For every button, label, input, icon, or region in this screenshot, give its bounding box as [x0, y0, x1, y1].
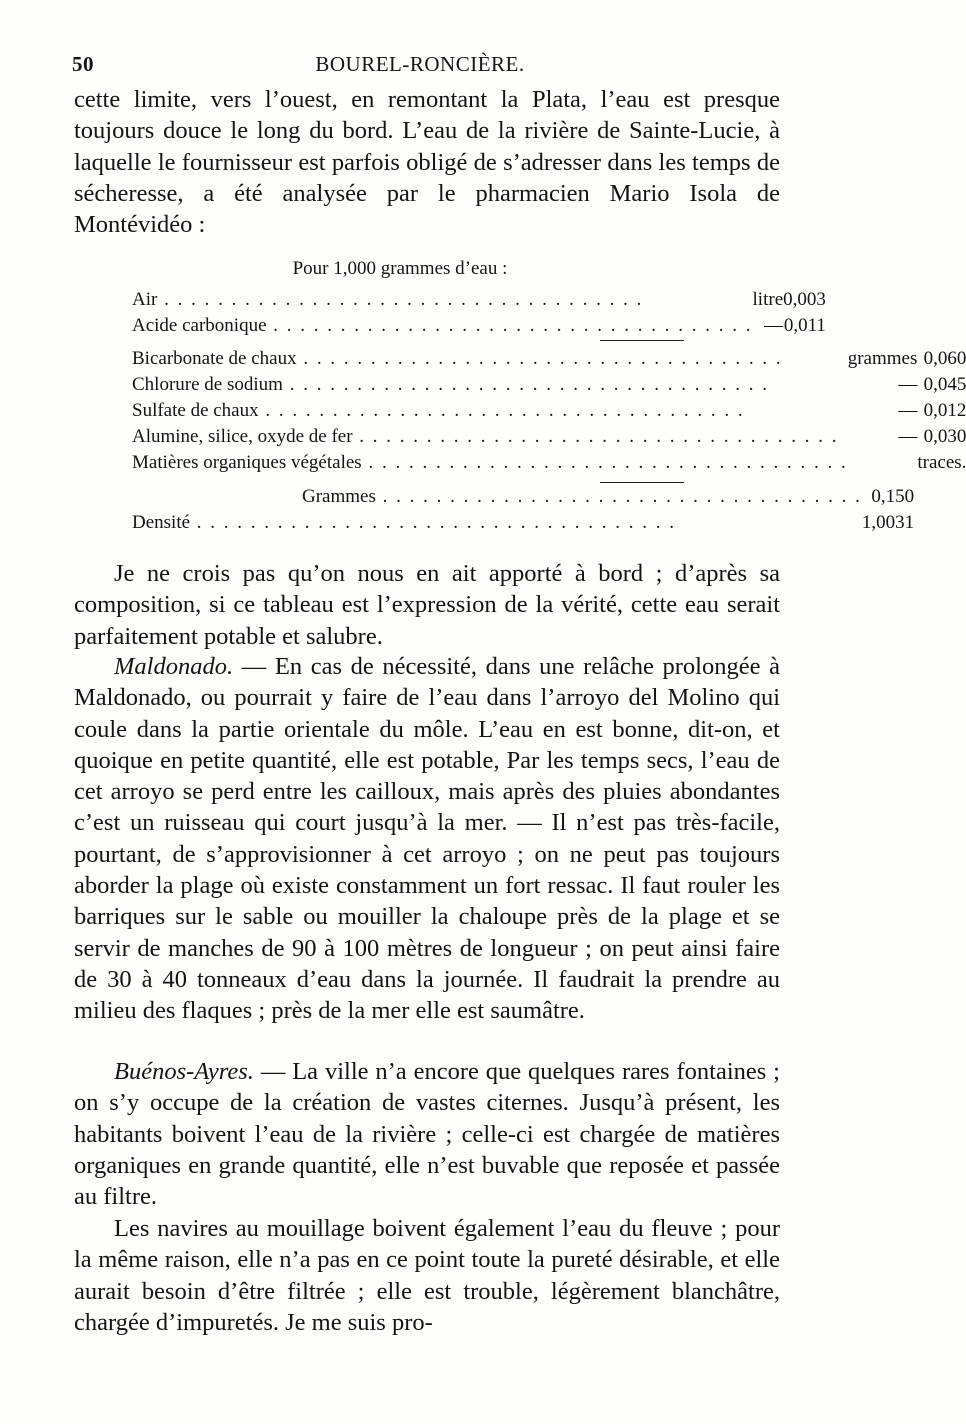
- paragraph-maldonado: [74, 651, 780, 1027]
- row-value: 0,045: [923, 374, 966, 395]
- paragraph-body: — La ville n’a encore que quelques rares fontaines ; on s’y occupe de la création de vastes citernes. Jusqu’à présent, les habitants boivent l’eau de la rivière ; celle-ci est chargée de matières organiques en grande quantité, elle n’est buvable que reposée et passée au filtre.: [74, 1058, 780, 1211]
- paragraph-body: — En cas de nécessité, dans une relâche prolongée à Maldonado, ou pourrait y faire de l’eau dans l’arroyo del Molino qui coule dans la partie orientale du môle. L’eau en est bonne, dit-on, et quoique en petite quantité, elle est potable, Par les temps secs, l’eau de cet arroyo se perd entre les cailloux, mais après des pluies abondantes c’est un ruisseau qui court jusqu’à la mer. — Il n’est pas très-facile, pourtant, de s’approvisionner à cet arroyo ; on ne peut pas toujours aborder la plage où existe constamment un fort ressac. Il faut rouler les barriques sur le sable ou mouiller la chaloupe près de la plage et se servir de manches de 90 à 100 mètres de longueur ; on peut ainsi faire de 30 à 40 tonneaux d’eau dans la journée. Il faudrait la prendre au milieu des flaques ; près de la mer elle est saumâtre.: [74, 653, 780, 1025]
- row-label: Grammes: [302, 486, 376, 507]
- row-value: 0,150: [871, 486, 915, 507]
- row-label: Bicarbonate de chaux: [132, 348, 297, 369]
- page-number: 50: [72, 52, 94, 76]
- row-unit: litre: [752, 289, 784, 310]
- paragraph-sainte-lucie: cette limite, vers l’ouest, en remontant la Plata, l’eau est presque toujours douce le long du bord. L’eau de la rivière de Sainte-Lucie, à laquelle le fournisseur est parfois obligé de s’adresser dans les temps de sécheresse, a été analysée par le pharmacien Mario Isola de Montévidéo :: [74, 86, 780, 239]
- total-rule: [600, 482, 684, 483]
- section-heading-maldonado: Maldonado.: [114, 653, 234, 680]
- row-label: Alumine, silice, oxyde de fer: [132, 426, 353, 447]
- row-label: Air: [132, 289, 158, 310]
- row-unit: —: [898, 374, 918, 395]
- analysis-table-totals: [132, 484, 914, 536]
- table-row: [132, 510, 914, 536]
- row-value: 0,060: [923, 348, 966, 369]
- row-value: 0,003: [783, 289, 826, 310]
- paragraph-navires: Les navires au mouillage boivent également l’eau du fleuve ; pour la même raison, elle n’a pas en ce point toute la pureté désirable, et elle aurait besoin d’être filtrée ; elle est trouble, légèrement blanchâtre, chargée d’impuretés. Je me suis pro-: [74, 1215, 780, 1336]
- row-value: 0,012: [923, 400, 966, 421]
- table-row: [132, 398, 966, 424]
- table-row: [132, 372, 966, 398]
- sum-rule: [600, 340, 684, 341]
- row-label: Densité: [132, 512, 191, 533]
- row-unit: —: [764, 315, 784, 336]
- analysis-table-solids: [132, 346, 966, 476]
- paragraph-buenos-ayres: [74, 1056, 780, 1212]
- row-value: 0,030: [923, 426, 966, 447]
- table-row: [132, 313, 826, 339]
- paragraph-potable: Je ne crois pas qu’on nous en ait apporté à bord ; d’après sa composition, si ce tableau est l’expression de la vérité, cette eau serait parfaitement potable et salubre.: [74, 560, 780, 650]
- table-row: [132, 346, 966, 372]
- row-value: 1,0031: [861, 512, 915, 533]
- section-heading-buenos-ayres: Buénos-Ayres.: [114, 1058, 254, 1085]
- row-unit: —: [898, 400, 918, 421]
- row-label: Chlorure de sodium: [132, 374, 283, 395]
- analysis-table-gases: [132, 287, 826, 339]
- row-unit: [848, 450, 918, 476]
- row-label: Acide carbonique: [132, 315, 267, 336]
- row-unit: grammes: [847, 348, 918, 369]
- table-caption: Pour 1,000 grammes d’eau :: [292, 258, 508, 279]
- running-title: BOUREL-RONCIÈRE.: [315, 52, 525, 76]
- row-value: traces.: [917, 452, 966, 473]
- table-row: [132, 484, 914, 510]
- table-row: [132, 450, 966, 476]
- row-label: Sulfate de chaux: [132, 400, 259, 421]
- row-unit: —: [898, 426, 918, 447]
- table-row: [132, 287, 826, 313]
- row-value: 0,011: [783, 315, 826, 336]
- table-row: [132, 424, 966, 450]
- row-label: Matières organiques végétales: [132, 452, 362, 473]
